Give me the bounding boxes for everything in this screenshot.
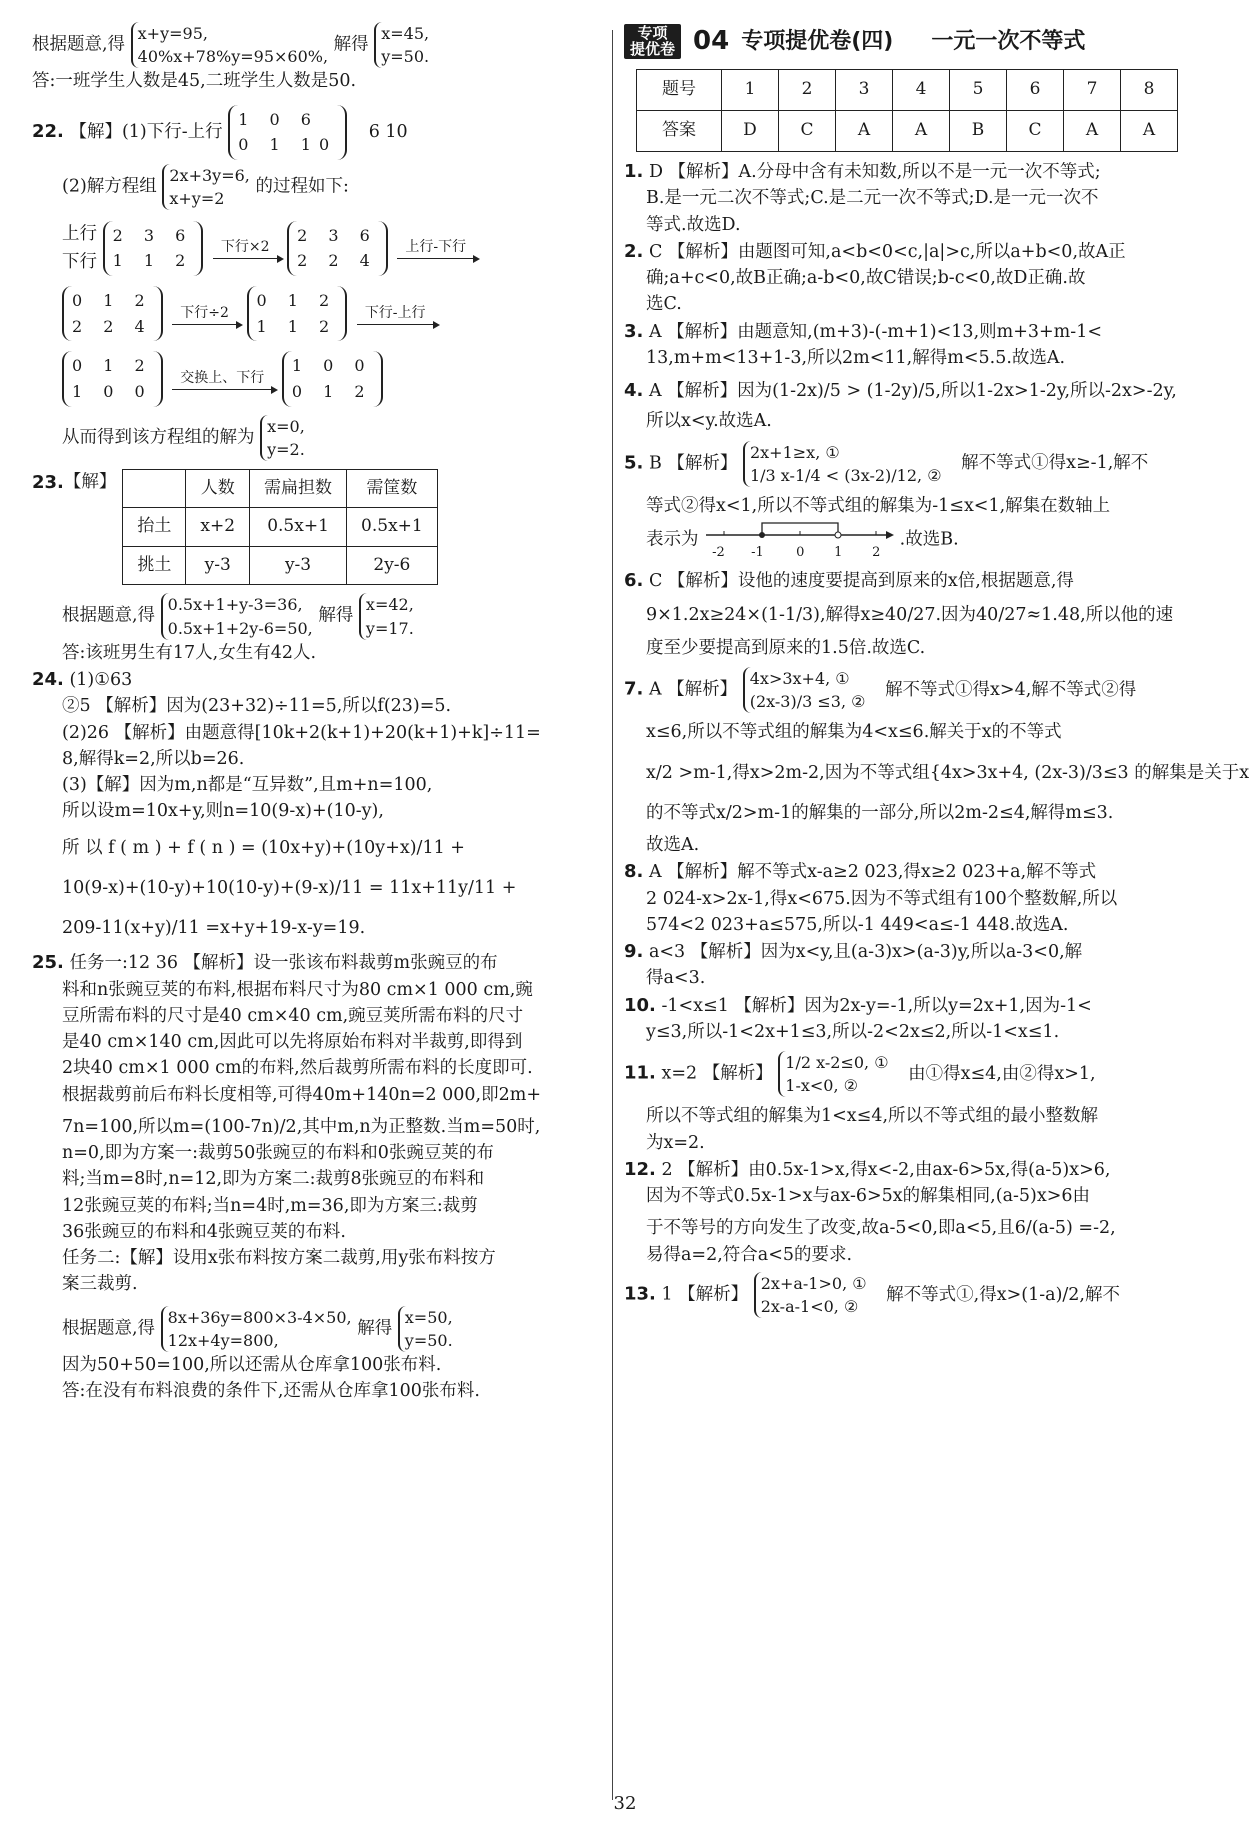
q12: 12. 2 【解析】由0.5x-1>x,得x<-2,由ax-6>5x,得(a-5)x>6, 因为不等式0.5x-1>x与ax-6>5x的解集相同,(a-5)x>6由 于不等号的方向发生了改变,故a-5<0,即a<5,且6/(a-5) =-2, 易得a=2,符合a<5的要求. [624,1158,1116,1265]
table-row: 题号 1 2 3 4 5 6 7 8 [637,70,1178,111]
section-header [624,22,1184,61]
table-row: 挑土 y-3 y-3 2y-6 [123,546,437,585]
answer-table [636,69,1178,152]
q11: 11. x=2 【解析】 1/2 x-2≤0, ① 1-x<0, ② 由①得x≤4,由②得x>1, 所以不等式组的解集为1<x≤4,所以不等式组的最小整数解 为x=2. [624,1053,1099,1153]
matrix-steps-1 [62,220,604,276]
table-header-row: 人数 需扁担数 需筐数 [123,469,437,508]
section-number: 04 [693,26,730,56]
section-title: 专项提优卷(四) [741,29,894,54]
q24: 24. (1)①63 ②5 【解析】因为(23+32)÷11=5,所以f(23)=5. (2)26 【解析】由题意得[10k+2(k+1)+20(k+1)+k]÷11= 8,解得k=2,所以b=26. (3)【解】因为m,n都是“互异数”,且m+n=100, 所以设m=10x+y,则n=10(9-x)+(10-y), 所 以 f ( m ) + f ( n ) = (10x+y)+(10y+x)/11 + 10(9-x)+(10-y)+10(10-y)+(9-x)/11 = 11x+11y/11 + 209-11(x+y)/11 =x+y+19-x-y=19. [32,669,541,939]
matrix: 0 1 2 1 1 2 [247,286,348,341]
matrix-steps-2 [62,286,604,341]
number-line: -2 -1 0 1 2 [704,519,894,561]
solution-system: x=45, y=50. [374,22,429,68]
q23-solution: 根据题意,得 0.5x+1+y-3=36, 0.5x+1+2y-6=50, 解得 x=42, y=17. [62,593,604,639]
equation-system: x+y=95, 40%x+78%y=95×60%, [131,22,328,68]
row-labels: 上行 下行 [62,224,97,273]
q25: 25. 任务一:12 36 【解析】设一张该布料裁剪m张豌豆的布 料和n张豌豆荚的布料,根据布料尺寸为80 cm×1 000 cm,豌 豆所需布料的尺寸是40 cm×40 cm,豌豆荚所需布料的尺寸 是40 cm×140 cm,因此可以先将原始布料对半裁剪,即得到 2块40 cm×1 000 cm的布料,然后裁剪所需布料的长度即可. 根据裁剪前后布料长度相等,可得40m+140n=2 000,即2m+ 7n=100,所以m=(100-7n)/2,其中m,n为正整数.当m=50时, n=0,即为方案一:裁剪50张豌豆的布料和0张豌豆荚的布 料;当m=8时,n=12,即为方案二:裁剪8张豌豆的布料和 12张豌豆荚的布料;当n=4时,m=36,即为方案三:裁剪 36张豌豆的布料和4张豌豆荚的布料. 任务二:【解】设用x张布料按方案二裁剪,用y张布料按方 案三裁剪. 根据题意,得 8x+36y=800×3-4×50, 12x+4y=800, 解得 x=50, y=50. 因为50+50=100,所以还需从仓库拿100张布料. 答:在没有布料浪费的条件下,还需从仓库拿100张布料. [32,949,604,1404]
arrow: 上行-下行 [397,237,474,259]
arrow: 下行÷2 [172,303,237,325]
matrix: 1 0 6 0 1 10 [228,105,347,160]
matrix: 1 0 0 0 1 2 [282,351,383,406]
page-number: 32 [613,1793,637,1814]
left-column [32,22,604,1404]
q21-answer: 答:一班学生人数是45,二班学生人数是50. [32,71,357,92]
q3: 3. A 【解析】由题意知,(m+3)-(-m+1)<13,则m+3+m-1< 13,m+m<13+1-3,所以2m<11,解得m<5.5.故选A. [624,320,1102,368]
matrix: 2 3 6 2 2 4 [287,221,388,276]
q23: 23. 【解】 人数 需扁担数 需筐数 抬土 x+2 0.5x+1 0.5x+1 挑土 y-3 y-3 2y-6 [32,469,604,586]
q21-solution: 根据题意,得 x+y=95, 40%x+78%y=95×60%, 解得 x=45, y=50. [32,22,604,68]
q22-part2: (2)解方程组 2x+3y=6, x+y=2 的过程如下: [62,164,604,210]
q25-system: 根据题意,得 8x+36y=800×3-4×50, 12x+4y=800, 解得 x=50, y=50. [62,1306,604,1352]
section-topic: 一元一次不等式 [931,29,1086,54]
q23-table [122,469,437,586]
matrix: 0 1 2 2 2 4 [62,286,163,341]
q9: 9. a<3 【解析】因为x<y,且(a-3)x>(a-3)y,所以a-3<0,解 得a<3. [624,941,1083,989]
q2: 2. C 【解析】由题图可知,a<b<0<c,|a|>c,所以a+b<0,故A正 确;a+c<0,故B正确;a-b<0,故C错误;b-c<0,故D正确.故 选C. [624,240,1126,315]
arrow: 交换上、下行 [172,368,272,390]
q22-conclusion: 从而得到该方程组的解为 x=0, y=2. [62,415,604,461]
q8: 8. A 【解析】解不等式x-a≥2 023,得x≥2 023+a,解不等式 2 024-x>2x-1,得x<675.因为不等式组有100个整数解,所以 574<2 023+a≤575,所以-1 449<a≤-1 448.故选A. [624,861,1118,935]
q23-answer: 答:该班男生有17人,女生有42人. [62,642,317,663]
section-badge: 专项 提优卷 [624,24,681,60]
q7: 7. A 【解析】 4x>3x+4, ① (2x-3)/3 ≤3, ② 解不等式①得x>4,解不等式②得 x≤6,所以不等式组的解集为4<x≤6.解关于x的不等式 x/2 >m-1,得x>2m-2,因为不等式组{4x>3x+4, (2x-3)/3≤3 的解集是关于x 的不等式x/2>m-1的解集的一部分,所以2m-2≤4,解得m≤3. 故选A. [624,668,1250,855]
column-divider [612,30,613,1800]
q5: 5. B 【解析】 2x+1≥x, ① 1/3 x-1/4 < (3x-2)/12, ② 解不等式①得x≥-1,解不 等式②得x<1,所以不等式组的解集为-1≤x<1,解集在数轴上 表示为 -2 -1 0 1 2 .故选B. [624,442,1149,561]
matrix: 0 1 2 1 0 0 [62,351,163,406]
table-row: 抬土 x+2 0.5x+1 0.5x+1 [123,508,437,547]
q22: 22. 【解】(1)下行-上行 1 0 6 0 1 10 6 10 [32,105,604,160]
matrix: 2 3 6 1 1 2 [103,221,204,276]
right-column [624,22,1250,1318]
q1: 1. D 【解析】A.分母中含有未知数,所以不是一元一次不等式; B.是一元二次不等式;C.是二元一次不等式;D.是一元一次不 等式.故选D. [624,161,1101,235]
q10: 10. -1<x≤1 【解析】因为2x-y=-1,所以y=2x+1,因为-1< y≤3,所以-1<2x+1≤3,所以-2<2x≤2,所以-1<x≤1. [624,994,1092,1042]
matrix-steps-3 [62,351,604,406]
arrow: 下行-上行 [357,303,434,325]
q4: 4. A 【解析】因为(1-2x)/5 > (1-2y)/5,所以1-2x>1-2y,所以-2x>-2y, 所以x<y.故选A. [624,380,1177,432]
table-row: 答案 D C A A B C A A [637,111,1178,152]
q13: 13. 1 【解析】 2x+a-1>0, ① 2x-a-1<0, ② 解不等式①,得x>(1-a)/2,解不 [624,1272,1184,1318]
arrow: 下行×2 [213,237,278,259]
q6: 6. C 【解析】设他的速度要提高到原来的x倍,根据题意,得 9×1.2x≥24×(1-1/3),解得x≥40/27.因为40/27≈1.48,所以他的速 度至少要提高到原来的1.5倍.故选C. [624,570,1174,658]
